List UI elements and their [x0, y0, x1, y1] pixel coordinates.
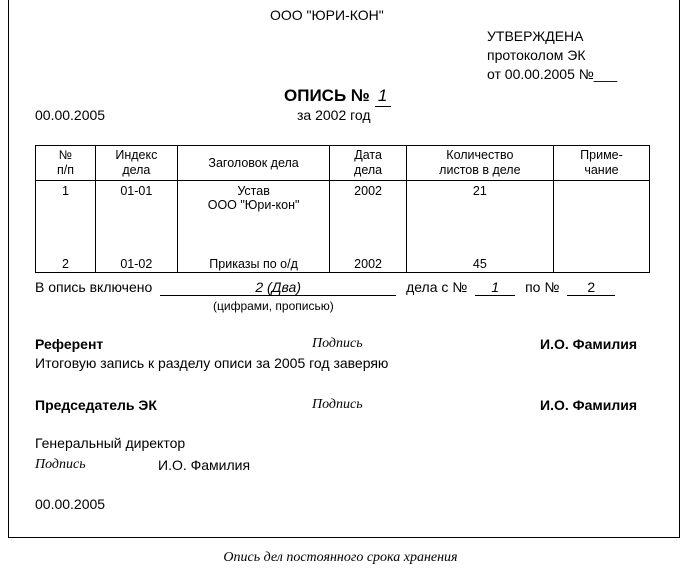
inventory-title-label: ОПИСЬ № [284, 86, 370, 105]
referent-signature: Подпись [312, 336, 363, 351]
referent-title: Референт [35, 336, 104, 352]
included-line [35, 279, 615, 296]
cell-sheets: 45 [406, 228, 553, 273]
to-number: 2 [567, 279, 615, 296]
inventory-number: 1 [375, 86, 391, 107]
inventory-table [35, 145, 650, 273]
cell-number: 1 [36, 181, 96, 229]
chair-signature: Подпись [312, 397, 363, 412]
col-header-date: Дата дела [330, 146, 406, 181]
referent-name: И.О. Фамилия [540, 336, 637, 352]
cell-date: 2002 [330, 228, 406, 273]
protocol-label: протоколом ЭК [487, 47, 586, 63]
cell-date: 2002 [330, 181, 406, 229]
table-header-row [36, 146, 650, 181]
director-name: И.О. Фамилия [158, 457, 251, 473]
cell-title: Приказы по о/д [177, 228, 330, 273]
cell-sheets: 21 [406, 181, 553, 229]
cell-index: 01-02 [95, 228, 177, 273]
included-label: В опись включено [35, 279, 153, 295]
cell-number: 2 [36, 228, 96, 273]
col-header-note: Приме- чание [553, 146, 649, 181]
cell-note [553, 228, 649, 273]
to-label: по № [525, 279, 560, 295]
inventory-year: за 2002 год [297, 107, 371, 123]
chair-title: Председатель ЭК [35, 397, 157, 413]
protocol-date: от 00.00.2005 №___ [487, 66, 618, 82]
col-header-title: Заголовок дела [177, 146, 330, 181]
inventory-title [284, 86, 391, 107]
col-header-sheets: Количество листов в деле [406, 146, 553, 181]
cell-note [553, 181, 649, 229]
table-row [36, 181, 650, 229]
from-label: дела с № [406, 279, 468, 295]
included-hint: (цифрами, прописью) [213, 299, 334, 313]
org-name: ООО "ЮРИ-КОН" [270, 7, 384, 23]
col-header-index: Индекс дела [95, 146, 177, 181]
figure-caption: Опись дел постоянного срока хранения [223, 550, 458, 565]
included-count: 2 (Два) [160, 279, 396, 296]
cell-index: 01-01 [95, 181, 177, 229]
col-header-number: № п/п [36, 146, 96, 181]
chair-name: И.О. Фамилия [540, 397, 637, 413]
bottom-date: 00.00.2005 [35, 496, 106, 512]
table-row [36, 228, 650, 273]
director-signature: Подпись [35, 457, 86, 472]
cell-title: Устав ООО "Юри-кон" [177, 181, 330, 229]
inventory-date: 00.00.2005 [35, 107, 106, 123]
from-number: 1 [475, 279, 515, 296]
director-title: Генеральный директор [35, 435, 186, 451]
final-note: Итоговую запись к разделу описи за 2005 год заверяю [35, 355, 389, 371]
approved-label: УТВЕРЖДЕНА [487, 28, 584, 44]
